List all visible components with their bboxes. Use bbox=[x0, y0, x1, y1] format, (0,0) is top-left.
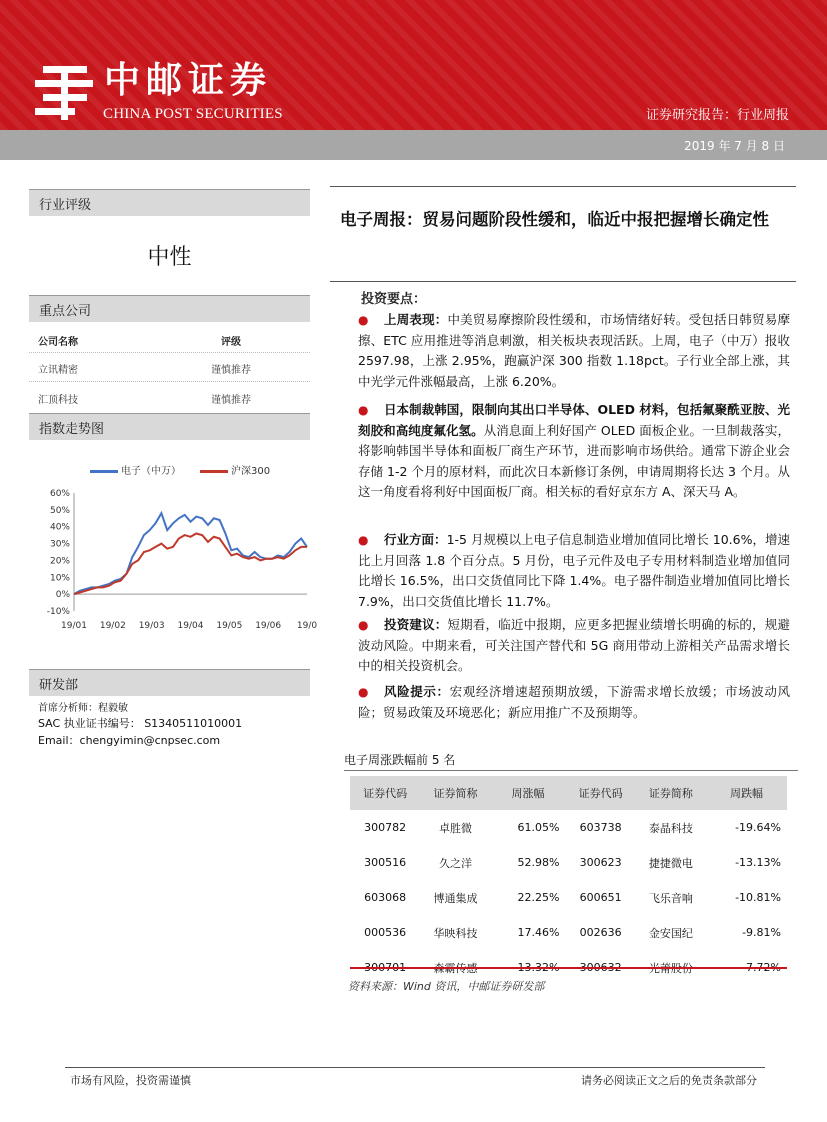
row-name: 金安国纪 bbox=[648, 926, 693, 940]
divider bbox=[65, 1067, 765, 1068]
key-point-text: 从消息面上利好国产 OLED 面板企业。一旦制裁落实，将影响韩国半导体和面板厂商生产环节，进而影响市场供给。通常下游企业会存储 1-2 个月的原材料，而此次日本新修订条例，申请周期将长达 3 个月。从这一角度看将利好中国面板厂商。相关标的看好京东方 A、深天马 A。 bbox=[358, 422, 790, 499]
row-change: 61.05% bbox=[517, 821, 560, 834]
divider bbox=[330, 281, 796, 282]
col-name-up: 证券简称 bbox=[420, 776, 490, 810]
row-name: 飞乐音响 bbox=[648, 891, 693, 905]
key-point bbox=[358, 310, 790, 392]
row-name: 久之洋 bbox=[438, 856, 472, 870]
key-point bbox=[358, 530, 790, 612]
col-name-down: 证券简称 bbox=[636, 776, 706, 810]
x-tick-label: 19/0 bbox=[296, 621, 318, 631]
table-header-row bbox=[350, 776, 787, 810]
rating-value: 中性 bbox=[147, 245, 192, 270]
row-name: 博通集成 bbox=[433, 891, 478, 905]
key-point-lead: 风险提示： bbox=[384, 684, 450, 699]
analyst-name: 首席分析师：程毅敏 bbox=[38, 703, 128, 714]
y-tick-label: 10% bbox=[49, 573, 70, 584]
companies-label: 重点公司 bbox=[39, 304, 92, 319]
divider bbox=[350, 967, 787, 969]
brand-name-en: CHINA POST SECURITIES bbox=[103, 106, 283, 122]
row-name: 光莆股份 bbox=[648, 961, 693, 975]
col-loss: 周跌幅 bbox=[706, 776, 787, 810]
x-tick-label: 19/01 bbox=[61, 621, 87, 631]
row-code: 603738 bbox=[579, 821, 622, 834]
rating-section-header bbox=[29, 189, 310, 216]
table-row bbox=[350, 915, 787, 950]
y-tick-label: 40% bbox=[49, 522, 70, 533]
company-rating: 谨慎推荐 bbox=[211, 365, 251, 376]
legend-swatch bbox=[200, 470, 228, 473]
y-tick-label: -10% bbox=[46, 607, 70, 617]
legend-item-csi300 bbox=[200, 462, 270, 477]
bullet-icon: ● bbox=[358, 313, 369, 327]
row-code: 300516 bbox=[364, 856, 407, 869]
table-row bbox=[350, 880, 787, 915]
index-trend-chart bbox=[29, 478, 318, 638]
y-tick-label: 30% bbox=[49, 539, 70, 550]
y-tick-label: 20% bbox=[49, 556, 70, 567]
company-rating: 谨慎推荐 bbox=[211, 395, 251, 406]
key-point-lead: 行业方面： bbox=[384, 532, 447, 547]
col-gain: 周涨幅 bbox=[491, 776, 566, 810]
report-date: 2019 年 7 月 8 日 bbox=[684, 139, 785, 153]
y-tick-label: 50% bbox=[49, 505, 70, 516]
row-code: 000536 bbox=[364, 926, 407, 939]
footer-risk-note: 市场有风险，投资需谨慎 bbox=[70, 1074, 191, 1087]
x-tick-label: 19/05 bbox=[216, 621, 243, 631]
companies-col-rating: 评级 bbox=[221, 337, 241, 348]
divider bbox=[344, 770, 798, 771]
row-name: 卓胜微 bbox=[438, 821, 472, 835]
legend-item-electronics bbox=[90, 462, 181, 477]
report-title: 电子周报：贸易问题阶段性缓和，临近中报把握增长确定性 bbox=[340, 210, 769, 229]
analyst-email[interactable]: Email：chengyimin@cnpsec.com bbox=[38, 734, 221, 747]
top5-table-title: 电子周涨跌幅前 5 名 bbox=[344, 753, 456, 767]
x-tick-label: 19/06 bbox=[255, 621, 282, 631]
row-change: 52.98% bbox=[517, 856, 560, 869]
row-name: 捷捷微电 bbox=[648, 856, 693, 870]
company-name: 汇顶科技 bbox=[38, 395, 78, 406]
y-tick-label: 60% bbox=[49, 489, 70, 499]
col-code-up: 证券代码 bbox=[350, 776, 420, 810]
divider bbox=[29, 381, 310, 382]
index-section-header bbox=[29, 413, 310, 440]
y-tick-label: 0% bbox=[55, 590, 70, 601]
header-banner bbox=[0, 0, 827, 130]
row-change: -9.81% bbox=[742, 926, 781, 939]
research-section-header bbox=[29, 669, 310, 696]
divider bbox=[29, 352, 310, 353]
row-code: 603068 bbox=[364, 891, 407, 904]
row-change: -13.13% bbox=[735, 856, 781, 869]
row-code: 300632 bbox=[579, 961, 622, 974]
key-point-text: 宏观经济增速超预期放缓，下游需求增长放缓；市场波动风险；贸易政策及环境恶化；新应用推广不及预期等。 bbox=[358, 684, 790, 720]
legend-label: 沪深300 bbox=[231, 466, 271, 477]
key-point bbox=[358, 400, 790, 503]
row-change: 17.46% bbox=[517, 926, 560, 939]
table-row bbox=[350, 845, 787, 880]
research-label: 研发部 bbox=[39, 678, 79, 693]
series-line-electronics bbox=[74, 513, 307, 594]
key-point bbox=[358, 615, 790, 677]
row-change: -19.64% bbox=[735, 821, 781, 834]
row-code: 300623 bbox=[579, 856, 622, 869]
divider bbox=[330, 186, 796, 187]
sac-number: SAC 执业证书编号： S1340511010001 bbox=[38, 717, 243, 730]
legend-label: 电子（中万） bbox=[121, 466, 181, 477]
index-label: 指数走势图 bbox=[39, 422, 105, 437]
rating-label: 行业评级 bbox=[39, 198, 92, 213]
bullet-icon: ● bbox=[358, 533, 369, 547]
key-point-text: 1-5 月规模以上电子信息制造业增加值同比增长 10.6%，增速比上月回落 1.8 个百分点。5 月份，电子元件及电子专用材料制造业增加值同比增长 16.5%，出口交货值同比下降 1.4%。电子器件制造业增加值同比增长 7.9%，出口交货值比增长 11.7%。 bbox=[358, 532, 790, 609]
key-points-label: 投资要点： bbox=[361, 292, 427, 307]
bullet-icon: ● bbox=[358, 618, 369, 632]
key-point-text: 中美贸易摩擦阶段性缓和，市场情绪好转。受包括日韩贸易摩擦、ETC 应用推进等消息刺激，相关板块表现活跃。上周，电子（中万）报收 2597.98，上涨 2.95%，跑赢沪深 300 指数 1.18pct。子行业全部上涨，其中光学元件涨幅最高，上涨 6.20%。 bbox=[358, 312, 790, 389]
footer-disclaimer-note: 请务必阅读正文之后的免责条款部分 bbox=[581, 1074, 757, 1087]
companies-section-header bbox=[29, 295, 310, 322]
brand-name-cn: 中邮证券 bbox=[104, 59, 273, 101]
table-row bbox=[350, 810, 787, 845]
key-point bbox=[358, 682, 790, 723]
row-change: 13.32% bbox=[517, 961, 560, 974]
key-point-text: 短期看，临近中报期，应更多把握业绩增长明确的标的，规避波动风险。中期来看，可关注国产替代和 5G 商用带动上游相关产品需求增长中的相关投资机会。 bbox=[358, 617, 790, 673]
x-tick-label: 19/03 bbox=[138, 621, 165, 631]
col-code-down: 证券代码 bbox=[565, 776, 635, 810]
x-tick-label: 19/04 bbox=[177, 621, 204, 631]
row-code: 600651 bbox=[579, 891, 622, 904]
row-code: 300782 bbox=[364, 821, 407, 834]
company-name: 立讯精密 bbox=[38, 365, 78, 376]
key-point-lead: 上周表现： bbox=[384, 312, 448, 327]
row-name: 华映科技 bbox=[433, 926, 478, 940]
report-type: 证券研究报告：行业周报 bbox=[645, 108, 789, 123]
row-change: -10.81% bbox=[735, 891, 781, 904]
key-point-lead: 日本制裁韩国，限制向其出口半导体、OLED 材料，包括氟聚酰亚胺、光刻胶和高纯度氟化氢。 bbox=[358, 402, 790, 438]
top5-table bbox=[350, 776, 787, 985]
row-change: -7.72% bbox=[742, 961, 781, 974]
row-code: 300701 bbox=[364, 961, 407, 974]
data-source: 资料来源：Wind 资讯，中邮证券研发部 bbox=[348, 980, 545, 993]
china-post-logo-icon bbox=[35, 62, 93, 120]
bullet-icon: ● bbox=[358, 685, 369, 699]
row-name: 泰晶科技 bbox=[648, 821, 693, 835]
key-point-lead: 投资建议： bbox=[384, 617, 448, 632]
row-code: 002636 bbox=[579, 926, 622, 939]
companies-col-name: 公司名称 bbox=[38, 337, 78, 348]
row-name: 森霸传感 bbox=[433, 961, 478, 975]
row-change: 22.25% bbox=[517, 891, 560, 904]
x-tick-label: 19/02 bbox=[99, 621, 126, 631]
bullet-icon: ● bbox=[358, 403, 369, 417]
series-line-csi300 bbox=[74, 534, 307, 595]
legend-swatch bbox=[90, 470, 118, 473]
